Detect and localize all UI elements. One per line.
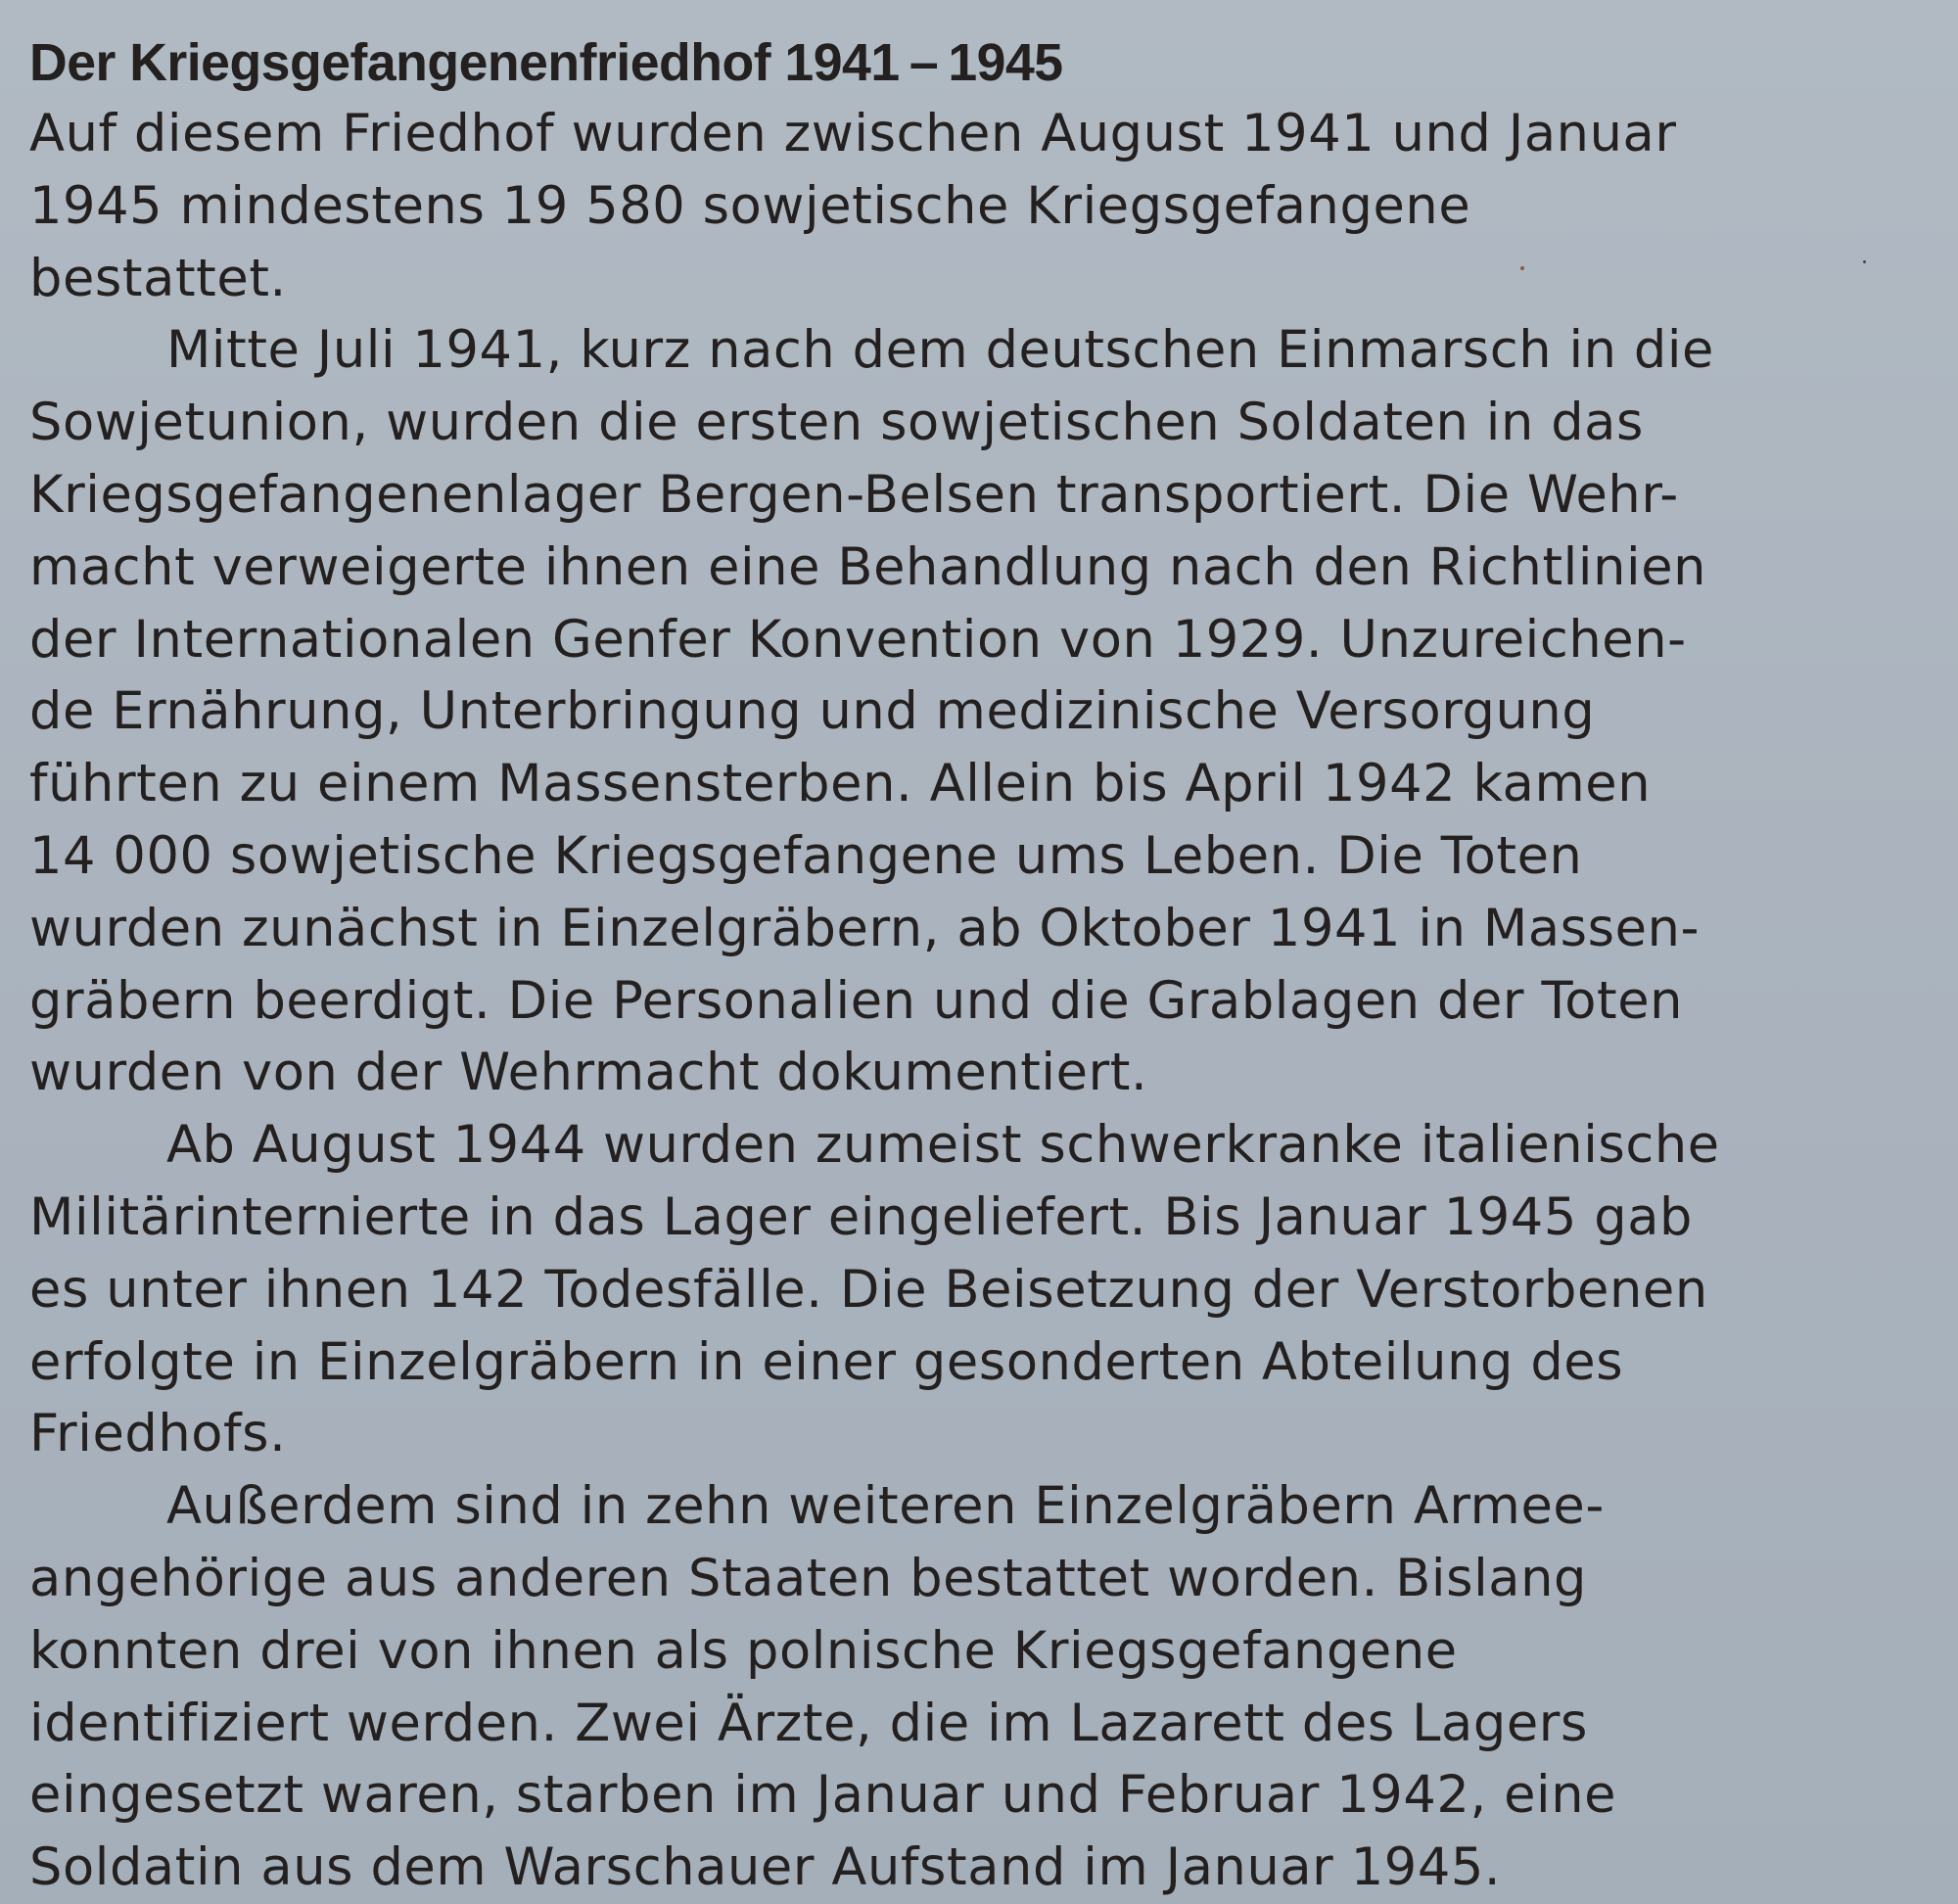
text-line: Mitte Juli 1941, kurz nach dem deutschen Einmarsch in die xyxy=(166,320,1714,381)
paragraph-italian-internees xyxy=(29,1109,1938,1470)
plaque-title: Der Kriegsgefangenenfriedhof 1941 – 1945 xyxy=(29,33,1063,92)
text-line: Kriegsgefangenenlager Bergen-Belsen transportiert. Die Wehr- xyxy=(29,464,1679,525)
paragraph-intro xyxy=(29,98,1938,314)
text-line: es unter ihnen 142 Todesfälle. Die Beisetzung der Verstorbenen xyxy=(29,1259,1708,1320)
text-line: identifiziert werden. Zwei Ärzte, die im Lazarett des Lagers xyxy=(29,1693,1589,1753)
paragraph-other-nations xyxy=(29,1470,1938,1904)
text-line: de Ernährung, Unterbringung und medizinische Versorgung xyxy=(29,681,1596,742)
text-line: Außerdem sind in zehn weiteren Einzelgräbern Armee- xyxy=(166,1476,1605,1537)
text-line: erfolgte in Einzelgräbern in einer gesonderten Abteilung des xyxy=(29,1331,1624,1392)
text-line: führten zu einem Massensterben. Allein bis April 1942 kamen xyxy=(29,754,1652,814)
text-line: angehörige aus anderen Staaten bestattet worden. Bislang xyxy=(29,1548,1587,1608)
text-line: bestattet. xyxy=(29,248,287,308)
text-line: Auf diesem Friedhof wurden zwischen August 1941 und Januar xyxy=(29,104,1677,163)
text-line: macht verweigerte ihnen eine Behandlung nach den Richtlinien xyxy=(29,536,1707,597)
text-line: Friedhofs. xyxy=(29,1404,287,1464)
text-line: eingesetzt waren, starben im Januar und Februar 1942, eine xyxy=(29,1765,1617,1826)
paragraph-soviet-prisoners xyxy=(29,314,1938,1109)
text-line: wurden zunächst in Einzelgräbern, ab Oktober 1941 in Massen- xyxy=(29,898,1701,958)
text-line: konnten drei von ihnen als polnische Kriegsgefangene xyxy=(29,1620,1458,1681)
text-line: 1945 mindestens 19 580 sowjetische Kriegsgefangene xyxy=(29,175,1471,236)
plaque-text xyxy=(29,27,1938,1904)
text-line: Soldatin aus dem Warschauer Aufstand im Januar 1945. xyxy=(29,1837,1502,1898)
text-line: Militärinternierte in das Lager eingeliefert. Bis Januar 1945 gab xyxy=(29,1186,1693,1247)
text-line: Sowjetunion, wurden die ersten sowjetischen Soldaten in das xyxy=(29,393,1644,453)
text-line: 14 000 sowjetische Kriegsgefangene ums Leben. Die Toten xyxy=(29,825,1583,886)
text-line: der Internationalen Genfer Konvention von 1929. Unzureichen- xyxy=(29,609,1687,670)
text-line: gräbern beerdigt. Die Personalien und die Grablagen der Toten xyxy=(29,970,1684,1031)
text-line: Ab August 1944 wurden zumeist schwerkranke italienische xyxy=(166,1115,1720,1176)
text-line: wurden von der Wehrmacht dokumentiert. xyxy=(29,1043,1148,1103)
